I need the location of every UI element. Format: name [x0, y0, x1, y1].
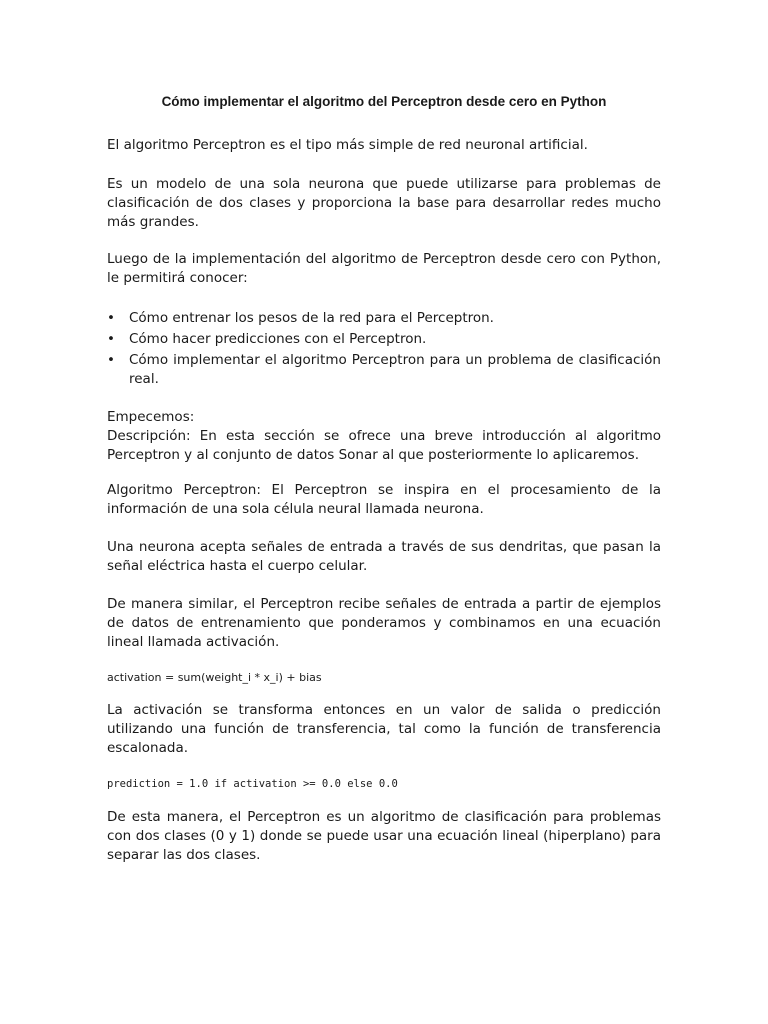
list-item-text: Cómo hacer predicciones con el Perceptron. [129, 331, 427, 347]
list-item-text: Cómo entrenar los pesos de la red para el Perceptron. [129, 310, 494, 326]
bullet-icon: • [107, 331, 115, 347]
paragraph-model: Es un modelo de una sola neurona que puede utilizarse para problemas de clasificación de dos clases y proporciona la base para desarrollar redes mucho más grandes. [107, 176, 661, 230]
list-item-text: Cómo implementar el algoritmo Perceptron para un problema de clasificación real. [129, 352, 661, 387]
paragraph-start: Empecemos: [107, 409, 195, 425]
paragraph-neuron: Una neurona acepta señales de entrada a través de sus dendritas, que pasan la señal eléctrica hasta el cuerpo celular. [107, 539, 661, 574]
paragraph-conclusion: De esta manera, el Perceptron es un algoritmo de clasificación para problemas con dos clases (0 y 1) donde se puede usar una ecuación lineal (hiperplano) para separar las dos clases. [107, 809, 661, 863]
list-item [107, 330, 661, 349]
bullet-icon: • [107, 352, 115, 368]
paragraph-implementation: Luego de la implementación del algoritmo de Perceptron desde cero con Python, le permitirá conocer: [107, 251, 661, 286]
paragraph-intro: El algoritmo Perceptron es el tipo más simple de red neuronal artificial. [107, 137, 588, 153]
code-prediction: prediction = 1.0 if activation >= 0.0 else 0.0 [107, 778, 398, 790]
bullet-list [107, 309, 661, 391]
paragraph-description: Descripción: En esta sección se ofrece una breve introducción al algoritmo Perceptron y al conjunto de datos Sonar al que posteriormente lo aplicaremos. [107, 428, 661, 463]
bullet-icon: • [107, 310, 115, 326]
list-item [107, 309, 661, 328]
paragraph-activation: La activación se transforma entonces en un valor de salida o predicción utilizando una función de transferencia, tal como la función de transferencia escalonada. [107, 702, 661, 756]
paragraph-algorithm: Algoritmo Perceptron: El Perceptron se inspira en el procesamiento de la información de una sola célula neural llamada neurona. [107, 482, 661, 517]
paragraph-similar: De manera similar, el Perceptron recibe señales de entrada a partir de ejemplos de datos de entrenamiento que ponderamos y combinamos en una ecuación lineal llamada activación. [107, 596, 661, 650]
code-activation: activation = sum(weight_i * x_i) + bias [107, 671, 322, 684]
document-title: Cómo implementar el algoritmo del Perceptron desde cero en Python [161, 94, 607, 109]
list-item [107, 351, 661, 389]
